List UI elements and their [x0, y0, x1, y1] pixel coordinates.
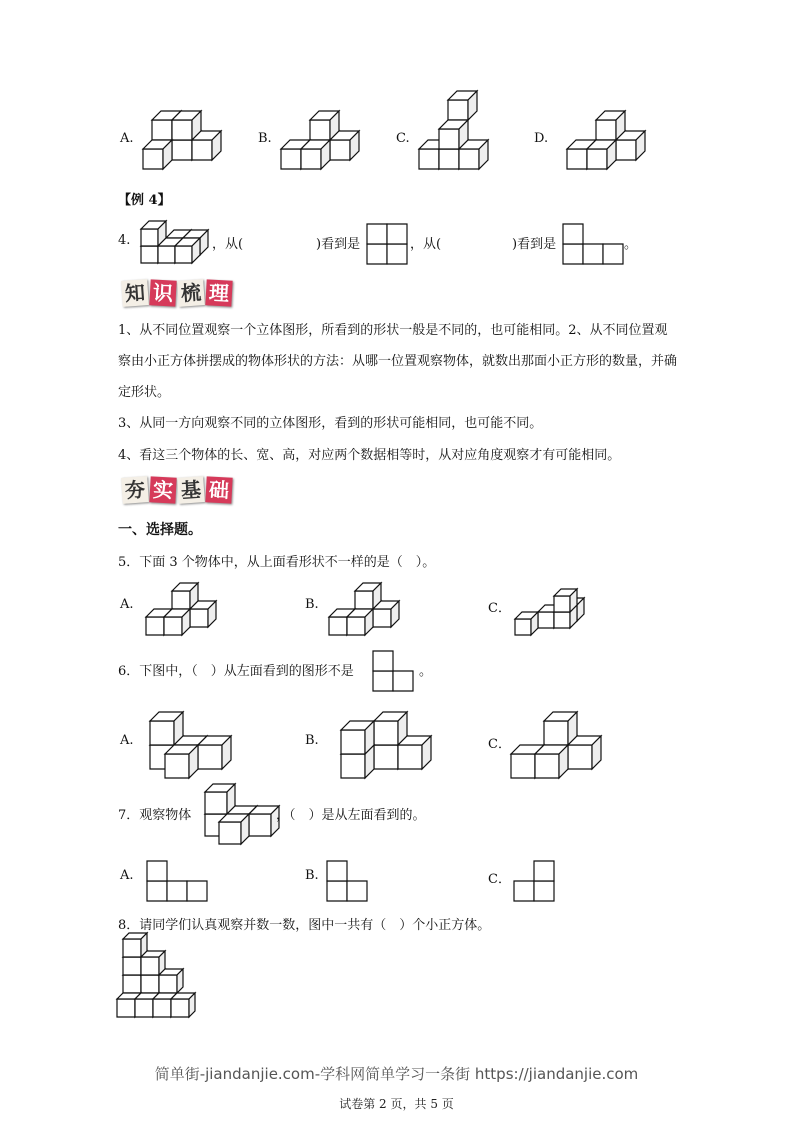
view-figure: [562, 221, 626, 265]
cube-face: [147, 881, 167, 901]
page-footer: 试卷第 2 页，共 5 页: [339, 1097, 454, 1111]
section-heading: 一、选择题。: [118, 522, 202, 538]
view-figure: [366, 221, 410, 265]
cube-face: [567, 149, 587, 169]
example-label: 【例 4】: [118, 193, 171, 208]
option-label: B.: [305, 597, 319, 612]
cube-face: [439, 149, 459, 169]
cube-face: [514, 881, 534, 901]
cube-face: [616, 140, 636, 160]
option-label: B.: [305, 733, 319, 748]
option-label: C．: [488, 737, 511, 752]
cube-face: [554, 596, 570, 612]
cube-face: [393, 671, 413, 691]
cube-face: [123, 957, 141, 975]
cube-face: [327, 861, 347, 881]
cube-face: [535, 754, 559, 778]
knowledge-point: 4、看这三个物体的长、宽、高，对应两个数据相等时，从对应角度观察才有可能相同。: [118, 448, 621, 463]
cube-face: [172, 140, 192, 160]
view-figure: [513, 852, 563, 902]
cube-face: [355, 591, 373, 609]
cube-face: [387, 244, 407, 264]
option-label: D.: [534, 131, 549, 146]
cube-face: [187, 881, 207, 901]
cube-face: [198, 745, 222, 769]
banner-char: 知: [121, 279, 149, 307]
cube-face: [141, 246, 158, 263]
cube-figure: [418, 105, 518, 170]
cube-figure: [116, 936, 216, 1018]
cube-face: [367, 224, 387, 244]
cube-face: [172, 591, 190, 609]
cube-face: [249, 814, 271, 836]
knowledge-point: 1、从不同位置观察一个立体图形，所看到的形状一般是不同的，也可能相同。2、从不同位置观察由小正方体拼摆成的物体形状的方法：从哪一位置观察物体，就数出那面小正方形的数量，并确定形状。: [118, 323, 678, 400]
cube-face: [538, 612, 554, 628]
cube-face: [117, 999, 135, 1017]
banner-char: 理: [205, 279, 232, 306]
cube-figure: [280, 105, 380, 170]
cube-face: [587, 149, 607, 169]
cube-face: [192, 140, 212, 160]
cube-face: [398, 745, 422, 769]
banner-char: 识: [149, 279, 176, 306]
cube-face: [281, 149, 301, 169]
option-label: A.: [120, 131, 134, 146]
banner-basics: [122, 477, 232, 503]
cube-face: [141, 229, 158, 246]
option-label: B.: [258, 131, 272, 146]
cube-face: [146, 617, 164, 635]
banner-char: 基: [177, 476, 205, 504]
cube-face: [596, 120, 616, 140]
question-text: 5．下面 3 个物体中，从上面看形状不一样的是（ ）。: [118, 555, 436, 570]
option-label: C．: [488, 601, 511, 616]
banner-char: 夯: [121, 476, 149, 504]
cube-face: [534, 881, 554, 901]
cube-face: [347, 881, 367, 901]
cube-face: [448, 100, 468, 120]
cube-face: [158, 246, 175, 263]
question-text: )看到是: [512, 237, 557, 252]
cube-face: [373, 671, 393, 691]
cube-face: [167, 881, 187, 901]
cube-figure: [140, 704, 240, 779]
cube-figure: [566, 105, 666, 170]
cube-figure: [142, 105, 242, 170]
banner-char: 梳: [177, 279, 205, 307]
option-label: A.: [120, 597, 134, 612]
cube-face: [165, 754, 189, 778]
cube-face: [172, 120, 192, 140]
view-figure: [326, 852, 376, 902]
question-text: 。: [624, 237, 638, 252]
watermark: 简单街-jiandanjie.com-学科网简单学习一条街 https://jiandanjie.com: [154, 1065, 639, 1083]
cube-figure: [145, 576, 225, 636]
cube-face: [150, 721, 174, 745]
cube-face: [563, 244, 583, 264]
question-text: 6．下图中，（ ）从左面看到的图形不是: [118, 664, 354, 679]
cube-face: [554, 612, 570, 628]
cube-face: [603, 244, 623, 264]
banner-knowledge-review: [122, 280, 232, 306]
cube-face: [141, 975, 159, 993]
cube-face: [544, 721, 568, 745]
option-label: C．: [488, 872, 511, 887]
cube-face: [301, 149, 321, 169]
question-text: ，从(: [410, 237, 442, 252]
question-text: 8．请同学们认真观察并数一数，图中一共有（ ）个小正方体。: [118, 918, 491, 933]
cube-figure: [510, 704, 610, 779]
cube-face: [219, 822, 241, 844]
cube-face: [374, 721, 398, 745]
cube-figure: [328, 576, 408, 636]
cube-figure: [514, 576, 594, 636]
cube-face: [123, 975, 141, 993]
cube-face: [164, 617, 182, 635]
cube-figure: [140, 214, 220, 264]
option-label: B.: [305, 868, 319, 883]
cube-figure: [340, 704, 440, 779]
cube-face: [152, 120, 172, 140]
option-label: A.: [120, 868, 134, 883]
cube-face: [374, 745, 398, 769]
option-label: A.: [120, 733, 134, 748]
question-text: ，（ ）是从左面看到的。: [276, 808, 426, 823]
cube-face: [330, 140, 350, 160]
cube-face: [341, 754, 365, 778]
cube-face: [419, 149, 439, 169]
question-number: 4.: [118, 233, 131, 248]
cube-face: [143, 149, 163, 169]
cube-face: [373, 609, 391, 627]
question-text: 7．观察物体: [118, 808, 192, 823]
cube-face: [329, 617, 347, 635]
banner-char: 实: [149, 476, 176, 503]
cube-face: [135, 999, 153, 1017]
cube-face: [459, 149, 479, 169]
question-text: ，从(: [212, 237, 244, 252]
cube-face: [310, 120, 330, 140]
cube-face: [190, 609, 208, 627]
cube-face: [534, 861, 554, 881]
cube-face: [367, 244, 387, 264]
knowledge-point: 3、从同一方向观察不同的立体图形，看到的形状可能相同，也可能不同。: [118, 416, 543, 431]
view-figure: [146, 852, 216, 902]
cube-face: [175, 246, 192, 263]
view-figure: [372, 644, 420, 692]
cube-face: [515, 619, 531, 635]
question-text: 。: [419, 664, 433, 679]
cube-face: [563, 224, 583, 244]
question-text: )看到是: [316, 237, 361, 252]
cube-face: [568, 745, 592, 769]
cube-face: [141, 957, 159, 975]
option-label: C.: [396, 131, 410, 146]
cube-face: [341, 730, 365, 754]
cube-face: [123, 939, 141, 957]
banner-char: 础: [205, 476, 232, 503]
cube-face: [347, 617, 365, 635]
cube-face: [205, 792, 227, 814]
cube-face: [327, 881, 347, 901]
cube-face: [583, 244, 603, 264]
cube-figure: [196, 780, 286, 845]
cube-face: [159, 975, 177, 993]
cube-face: [171, 999, 189, 1017]
cube-face: [147, 861, 167, 881]
cube-face: [373, 651, 393, 671]
cube-face: [511, 754, 535, 778]
cube-face: [439, 129, 459, 149]
cube-face: [153, 999, 171, 1017]
cube-face: [387, 224, 407, 244]
